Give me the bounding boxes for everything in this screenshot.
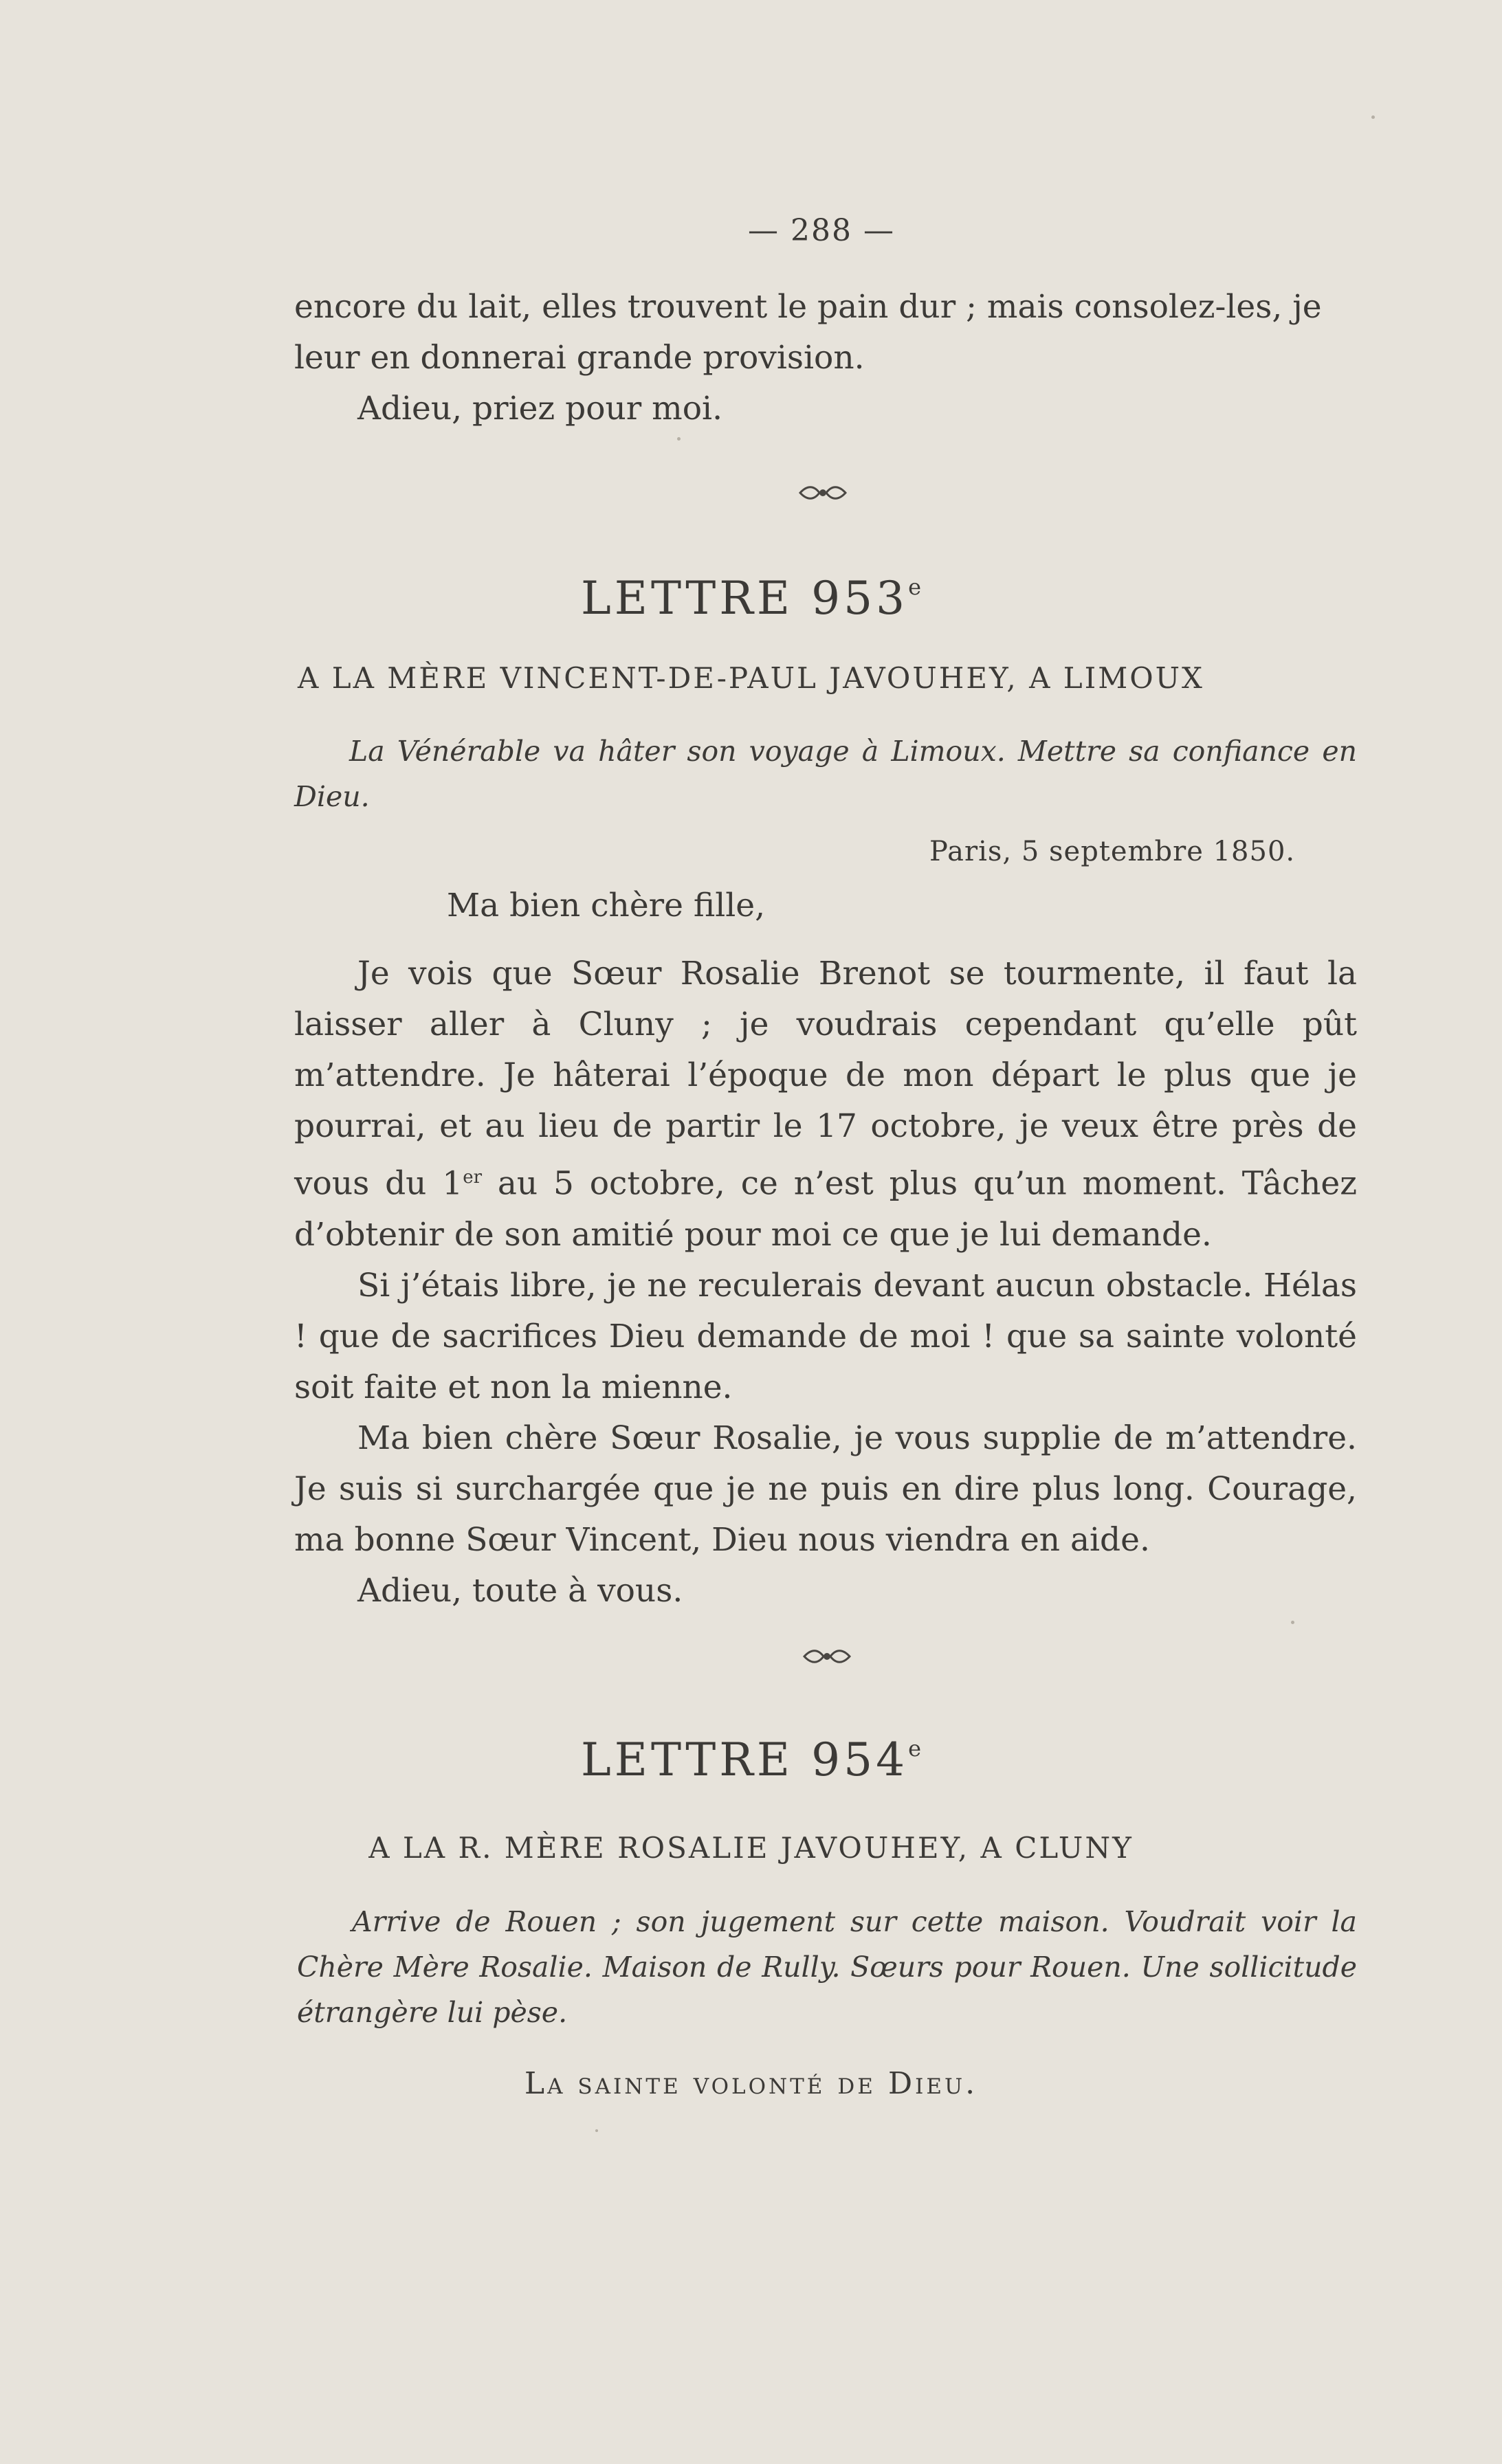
text-line: Adieu, priez pour moi. bbox=[357, 390, 723, 428]
page-number: — 288 — bbox=[748, 213, 895, 248]
letter-953-salutation: Ma bien chère fille, bbox=[447, 887, 766, 924]
paragraph: Ma bien chère Sœur Rosalie, je vous supplie de m’attendre. Je suis si surchargée que je ne puis en dire plus long. Courage, ma bonne Sœur Vincent, Dieu nous viendra en aide. bbox=[294, 1419, 1357, 1559]
paper-speck bbox=[1291, 1621, 1294, 1624]
paragraph: Si j’étais libre, je ne reculerais devant aucun obstacle. Hélas ! que de sacrifices Dieu demande de moi ! que sa sainte volonté soit faite et non la mienne. bbox=[294, 1266, 1357, 1406]
paper-speck bbox=[677, 437, 681, 441]
paper-speck bbox=[1371, 115, 1375, 119]
fleuron-ornament-icon bbox=[799, 481, 847, 504]
letter-954-summary: Arrive de Rouen ; son jugement sur cette maison. Voudrait voir la Chère Mère Rosalie. Maison de Rully. Sœurs pour Rouen. Une sollicitude étrangère lui pèse. bbox=[297, 1905, 1357, 2029]
letter-954-title: LETTRE 954e bbox=[580, 1733, 922, 1786]
letter-953-dateline: Paris, 5 septembre 1850. bbox=[929, 836, 1296, 867]
letter-953-summary: La Vénérable va hâter son voyage à Limoux. Mettre sa confiance en Dieu. bbox=[294, 735, 1357, 813]
fleuron-ornament-icon bbox=[803, 1645, 851, 1668]
paragraph: Adieu, toute à vous. bbox=[357, 1571, 683, 1610]
letter-953-body bbox=[294, 948, 1357, 1617]
letter-953-recipient: A LA MÈRE VINCENT-DE-PAUL JAVOUHEY, A LIMOUX bbox=[298, 661, 1204, 695]
paper-speck bbox=[595, 2129, 598, 2132]
text-line: encore du lait, elles trouvent le pain dur ; mais consolez-les, je bbox=[294, 288, 1322, 326]
letter-954-recipient: A LA R. MÈRE ROSALIE JAVOUHEY, A CLUNY bbox=[368, 1831, 1134, 1865]
letter-953-title: LETTRE 953e bbox=[580, 572, 922, 625]
letter-954-heading: La sainte volonté de Dieu. bbox=[524, 2066, 978, 2101]
text-line: leur en donnerai grande provision. bbox=[294, 339, 865, 377]
paragraph: Je vois que Sœur Rosalie Brenot se tourmente, il faut la laisser aller à Cluny ; je voudrais cependant qu’elle pût m’attendre. Je hâterai l’époque de mon départ le plus que je pourrai, et au lieu de partir le 17 octobre, je veux être près de vous du 1er au 5 octobre, ce n’est plus qu’un moment. Tâchez d’obtenir de son amitié pour moi ce que je lui demande. bbox=[294, 955, 1357, 1254]
previous-letter-ending bbox=[294, 282, 1357, 434]
